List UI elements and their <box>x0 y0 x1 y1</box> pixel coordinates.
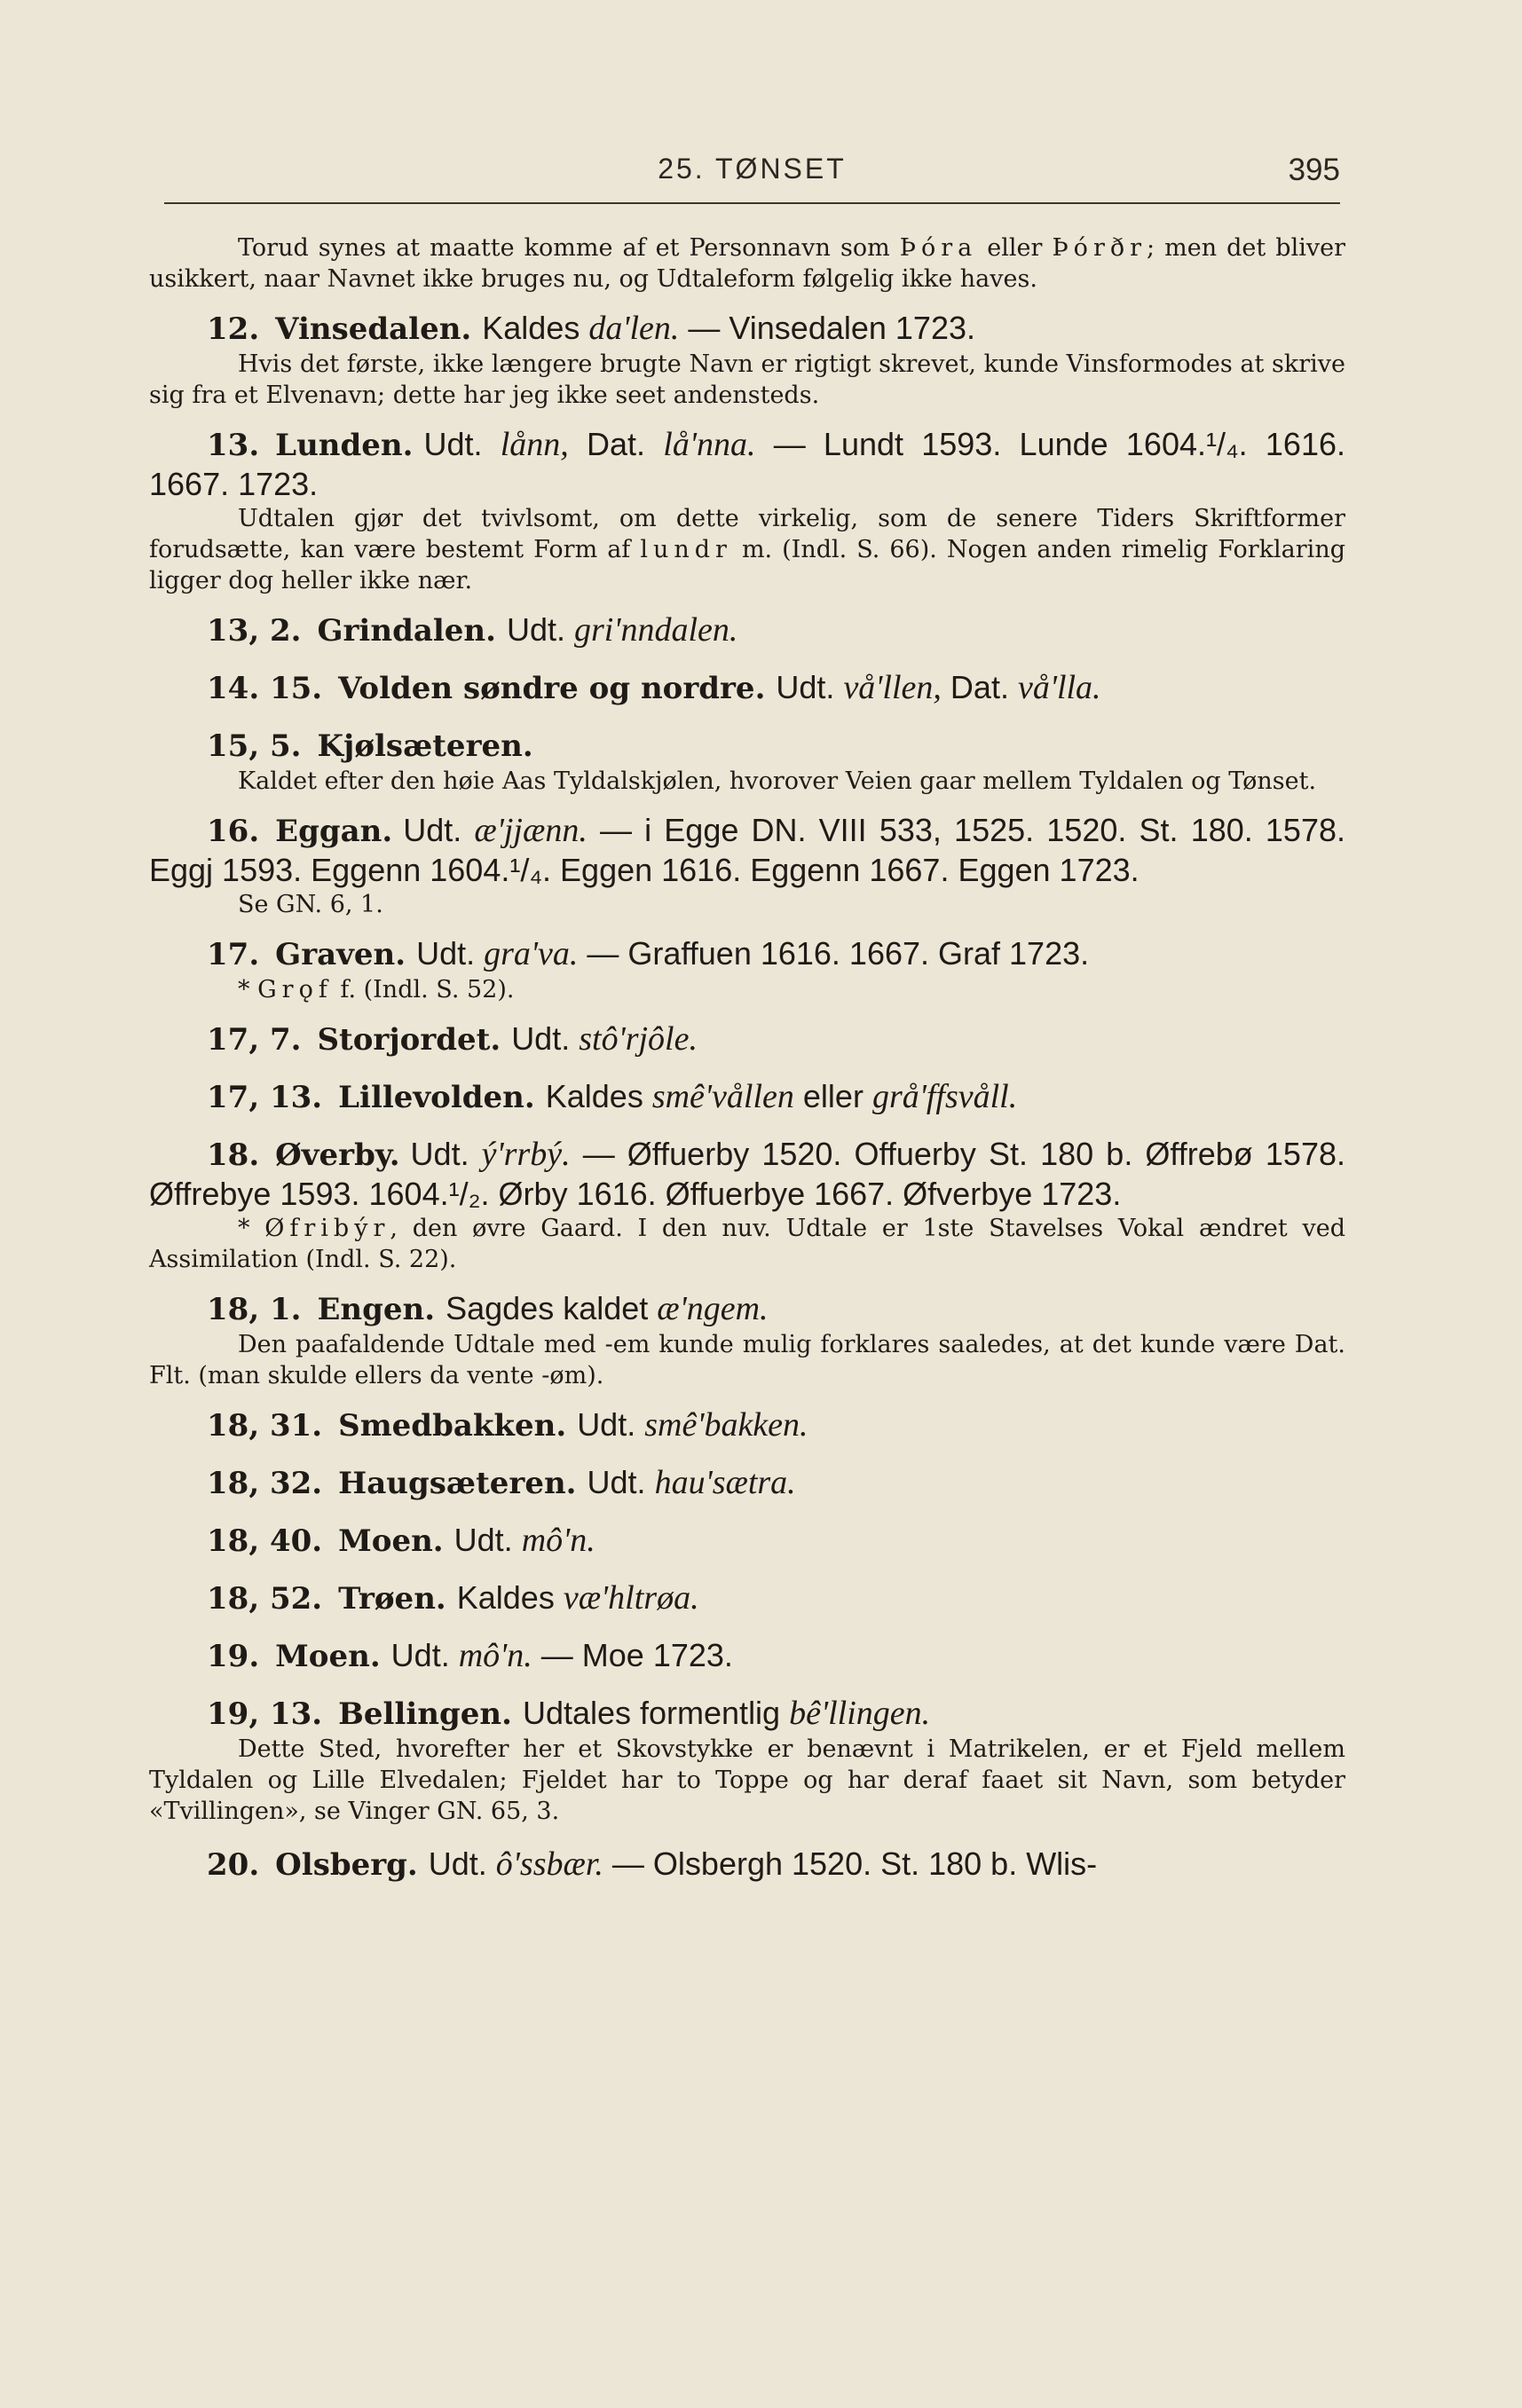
running-header <box>164 149 1340 195</box>
note-e17: * Grǫf f. (Indl. S. 52). <box>238 976 515 1003</box>
note-e12: Hvis det første, ikke længere brugte Navn er rigtigt skrevet, kunde Vinsformodes at skrive sig fra et Elvenavn; dette har jeg ikke seet andensteds. <box>149 350 1345 409</box>
page-body <box>149 232 1345 1885</box>
entry-20: 20. Olsberg. Udt. ô'ssbær. — Olsbergh 1520. St. 180 b. Wlis- <box>207 1845 1098 1883</box>
entry-18-1: 18, 1. Engen. Sagdes kaldet æ'ngem. <box>207 1290 769 1327</box>
entry-17-7: 17, 7. Storjordet. Udt. stô'rjôle. <box>207 1020 698 1058</box>
entry-15-5: 15, 5. Kjølsæteren. <box>207 728 533 764</box>
note-e16: Se GN. 6, 1. <box>238 891 383 918</box>
note-e15-5: Kaldet efter den høie Aas Tyldalskjølen, hvorover Veien gaar mellem Tyldalen og Tønset. <box>238 767 1317 795</box>
note-e18: * Øfribýr, den øvre Gaard. I den nuv. Udtale er 1ste Stavelses Vokal ændret ved Assimilation (Indl. S. 22). <box>149 1215 1345 1273</box>
page-number: 395 <box>1288 153 1340 187</box>
header-rule <box>164 202 1340 204</box>
entry-19: 19. Moen. Udt. mô'n. — Moe 1723. <box>207 1637 733 1674</box>
entry-12: 12. Vinsedalen. Kaldes da'len. — Vinsedalen 1723. <box>207 310 975 347</box>
entry-16: 16. Eggan. Udt. æ'jjænn. — i Egge DN. VIII 533, 1525. 1520. St. 180. 1578. Eggj 1593. Eggenn 1604.¹/₄. Eggen 1616. Eggenn 1667. Eggen 1723. <box>149 812 1345 888</box>
entry-19-13: 19, 13. Bellingen. Udtales formentlig bê'llingen. <box>207 1695 931 1732</box>
entry-17: 17. Graven. Udt. gra'va. — Graffuen 1616. 1667. Graf 1723. <box>207 935 1090 972</box>
entry-14: 14. 15. Volden søndre og nordre. Udt. vå'llen, Dat. vå'lla. <box>207 669 1101 706</box>
entry-18-32: 18, 32. Haugsæteren. Udt. hau'sætra. <box>207 1464 796 1501</box>
entry-18-31: 18, 31. Smedbakken. Udt. smê'bakken. <box>207 1406 808 1444</box>
note-e13: Udtalen gjør det tvivlsomt, om dette virkelig, som de senere Tiders Skriftformer forudsætte, kan være bestemt Form af lundr m. (Indl. S. 66). Nogen anden rimelig Forklaring ligger dog heller ikke nær. <box>149 505 1345 594</box>
entry-18: 18. Øverby. Udt. ý'rrbý. — Øffuerby 1520. Offuerby St. 180 b. Øffrebø 1578. Øffrebye 1593. 1604.¹/₂. Ørby 1616. Øffuerbye 1667. Øfverbye 1723. <box>149 1136 1345 1212</box>
entry-13: 13. Lunden. Udt. lånn, Dat. lå'nna. — Lundt 1593. Lunde 1604.¹/₄. 1616. 1667. 1723. <box>149 426 1345 502</box>
entry-18-40: 18, 40. Moen. Udt. mô'n. <box>207 1522 595 1559</box>
chapter-title: 25. TØNSET <box>658 153 847 185</box>
entry-13-2: 13, 2. Grindalen. Udt. gri'nndalen. <box>207 611 738 649</box>
entry-17-13: 17, 13. Lillevolden. Kaldes smê'vållen eller grå'ffsvåll. <box>207 1078 1018 1115</box>
note-e19-13: Dette Sted, hvorefter her et Skovstykke er benævnt i Matrikelen, er et Fjeld mellem Tyldalen og Lille Elvedalen; Fjeldet har to Toppe og har deraf faaet sit Navn, som betyder «Tvillingen», se Vinger GN. 65, 3. <box>149 1735 1345 1825</box>
note-e18-1: Den paafaldende Udtale med -em kunde mulig forklares saaledes, at det kunde være Dat. Flt. (man skulde ellers da vente -øm). <box>149 1331 1345 1389</box>
note-e11: Torud synes at maatte komme af et Personnavn som Þóra eller Þórðr; men det bliver usikkert, naar Navnet ikke bruges nu, og Udtaleform følgelig ikke haves. <box>149 234 1345 293</box>
entry-18-52: 18, 52. Trøen. Kaldes væ'hltrøa. <box>207 1579 699 1617</box>
